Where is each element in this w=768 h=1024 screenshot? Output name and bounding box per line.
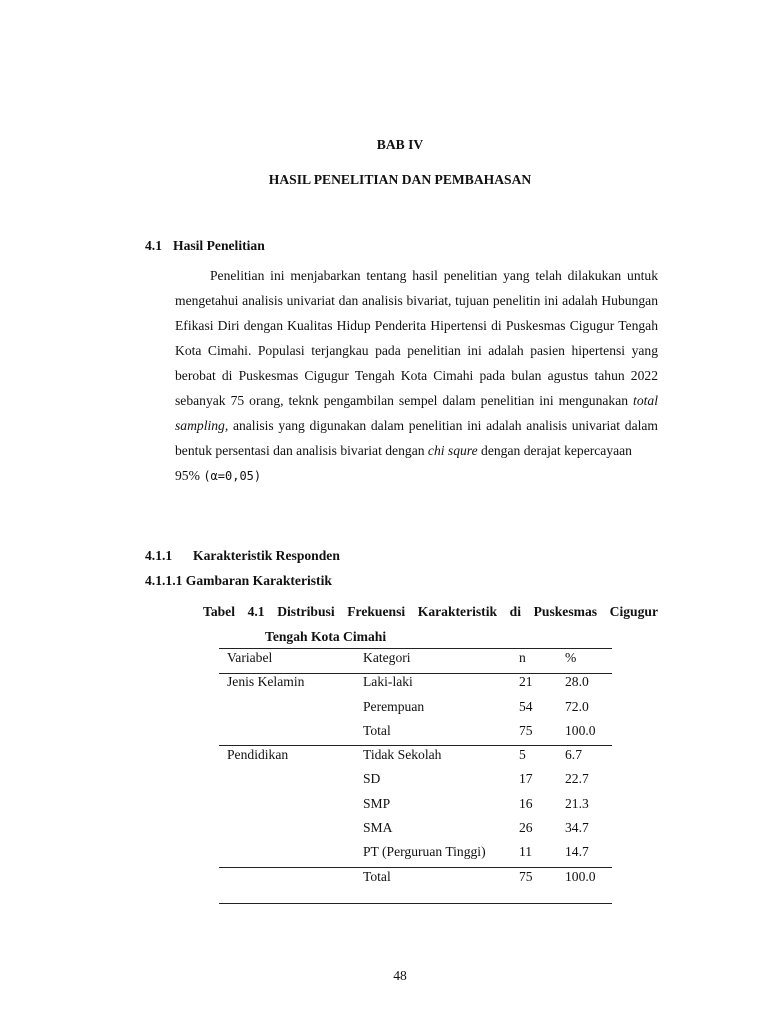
table-bottom-rule — [219, 903, 612, 904]
cell-n: 16 — [519, 795, 533, 811]
cell-percent: 100.0 — [565, 868, 596, 884]
cell-n: 17 — [519, 771, 533, 787]
header-n: n — [519, 650, 526, 665]
cell-n: 21 — [519, 674, 533, 690]
paragraph-alpha: (α=0,05) — [203, 469, 262, 483]
cell-n: 11 — [519, 844, 533, 860]
cell-kategori: SMP — [363, 795, 391, 811]
table-row — [219, 697, 612, 721]
header-percent: % — [565, 650, 577, 665]
paragraph-text-1: Penelitian ini menjabarkan tentang hasil penelitian yang telah dilakukan untuk mengetahui analisis univariat dan analisis bivariat, tujuan penelitin ini adalah Hubungan Efikasi Diri dengan Kualitas Hidup Penderita Hipertensi di Puskesmas Cigugur Tengah Kota Cimahi. Populasi terjangkau pada penelitian ini adalah pasien hipertensi yang berobat di Puskesmas Cigugur Tengah Kota Cimahi pada bulan agustus tahun 2022 sebanyak 75 orang, teknk pengambilan sempel dalam penelitian ini mengunakan — [175, 268, 658, 408]
subsection-heading — [145, 548, 340, 564]
cell-kategori: PT (Perguruan Tinggi) — [363, 844, 486, 860]
cell-n: 26 — [519, 820, 533, 836]
table-row — [219, 794, 612, 818]
paragraph-text-2: analisis yang digunakan dalam penelitian ini adalah analisis univariat dalam bentuk persentasi dan analisis bivariat dengan — [175, 418, 658, 458]
cell-variabel: Pendidikan — [227, 747, 289, 763]
subsection-title: Karakteristik Responden — [193, 548, 340, 563]
table-row — [219, 769, 612, 793]
body-paragraph — [175, 263, 658, 489]
paragraph-text-4: 95% — [175, 468, 204, 483]
table-row — [219, 842, 612, 866]
cell-n: 75 — [519, 722, 533, 738]
table-row — [219, 721, 612, 745]
caption-line-1: Tabel 4.1 Distribusi Frekuensi Karakteristik di Puskesmas Cigugur — [203, 604, 658, 619]
cell-n: 54 — [519, 698, 533, 714]
cell-percent: 34.7 — [565, 820, 589, 836]
cell-percent: 21.3 — [565, 795, 589, 811]
cell-percent: 72.0 — [565, 698, 589, 714]
cell-percent: 100.0 — [565, 722, 596, 738]
paragraph-italic-2: chi squre — [427, 443, 478, 458]
cell-n: 75 — [519, 868, 533, 884]
header-kategori: Kategori — [363, 650, 411, 665]
section-title: Hasil Penelitian — [173, 238, 265, 253]
table-row — [219, 818, 612, 842]
cell-kategori: Total — [363, 722, 391, 738]
table-row — [219, 672, 612, 696]
paragraph-italic-1: total sampling, — [175, 393, 658, 433]
caption-line-2: Tengah Kota Cimahi — [265, 629, 387, 644]
cell-percent: 28.0 — [565, 674, 589, 690]
section-heading — [145, 238, 265, 254]
cell-kategori: Perempuan — [363, 698, 425, 714]
table-header-row — [219, 648, 612, 672]
chapter-heading: BAB IV — [376, 137, 424, 152]
subsection-number: 4.1.1 — [145, 548, 173, 563]
cell-percent: 22.7 — [565, 771, 589, 787]
table-caption — [203, 599, 658, 649]
subsubsection-heading: 4.1.1.1 Gambaran Karakteristik — [145, 573, 332, 588]
cell-kategori: Laki-laki — [363, 674, 413, 690]
table-row — [219, 745, 612, 769]
cell-kategori: SD — [363, 771, 381, 787]
frequency-table — [219, 648, 612, 891]
table-row — [219, 867, 612, 891]
page-number: 48 — [393, 968, 407, 983]
cell-variabel: Jenis Kelamin — [227, 674, 305, 690]
cell-kategori: Tidak Sekolah — [363, 747, 442, 763]
paragraph-text-3: dengan derajat kepercayaan — [477, 443, 632, 458]
section-number: 4.1 — [145, 238, 162, 253]
cell-n: 5 — [519, 747, 526, 763]
cell-percent: 14.7 — [565, 844, 589, 860]
header-variabel: Variabel — [227, 650, 273, 665]
cell-kategori: SMA — [363, 820, 393, 836]
cell-kategori: Total — [363, 868, 391, 884]
chapter-title: HASIL PENELITIAN DAN PEMBAHASAN — [268, 172, 532, 187]
cell-percent: 6.7 — [565, 747, 582, 763]
